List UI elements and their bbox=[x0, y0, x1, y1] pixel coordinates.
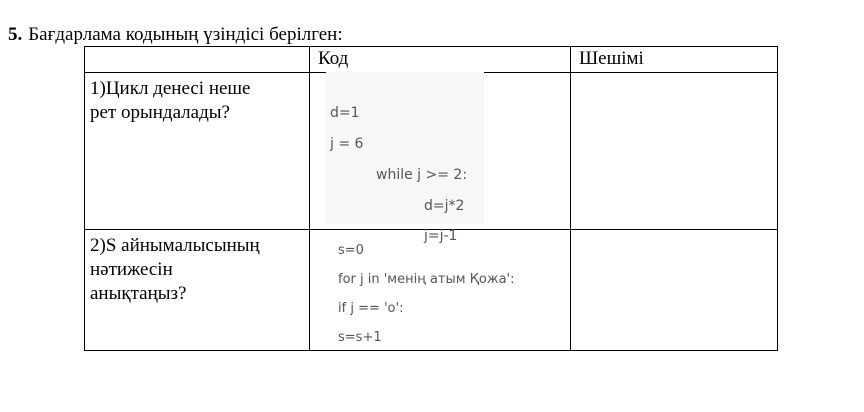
question-line: анықтаңыз? bbox=[90, 283, 187, 304]
task-title: Бағдарлама кодының үзіндісі берілген: bbox=[28, 24, 343, 45]
header-empty bbox=[85, 47, 310, 73]
code-line: s=s+1 bbox=[338, 330, 382, 345]
code-line: for j in 'менің атым Қожа': bbox=[338, 272, 515, 287]
code-line: j = 6 bbox=[330, 136, 364, 152]
table-row bbox=[85, 230, 778, 351]
task-heading bbox=[8, 24, 343, 46]
question-line: 1)Цикл денесі неше bbox=[90, 78, 251, 99]
question-line: рет орындалады? bbox=[90, 102, 230, 123]
question-line: 2)S айнымалысының bbox=[90, 235, 260, 256]
code-cell bbox=[310, 73, 571, 244]
table-row bbox=[85, 73, 778, 230]
code-line: s=0 bbox=[338, 243, 364, 258]
header-code: Код bbox=[310, 47, 571, 73]
code-line: if j == 'o': bbox=[338, 301, 404, 316]
code-line: j=j-1 bbox=[424, 228, 458, 244]
code-snippet-image bbox=[326, 72, 484, 244]
code-line: d=1 bbox=[330, 105, 360, 121]
header-row bbox=[85, 47, 778, 73]
header-solution: Шешімі bbox=[571, 47, 778, 73]
question-cell bbox=[85, 73, 310, 230]
solution-cell[interactable] bbox=[571, 230, 778, 351]
code-cell bbox=[310, 230, 571, 351]
code-line: d=j*2 bbox=[424, 198, 465, 214]
solution-cell[interactable] bbox=[571, 73, 778, 230]
code-line: while j >= 2: bbox=[376, 167, 468, 183]
code-snippet-image bbox=[310, 230, 570, 350]
task-number: 5. bbox=[8, 24, 23, 45]
task-table bbox=[84, 46, 778, 351]
question-line: нәтижесін bbox=[90, 259, 173, 280]
question-cell bbox=[85, 230, 310, 351]
